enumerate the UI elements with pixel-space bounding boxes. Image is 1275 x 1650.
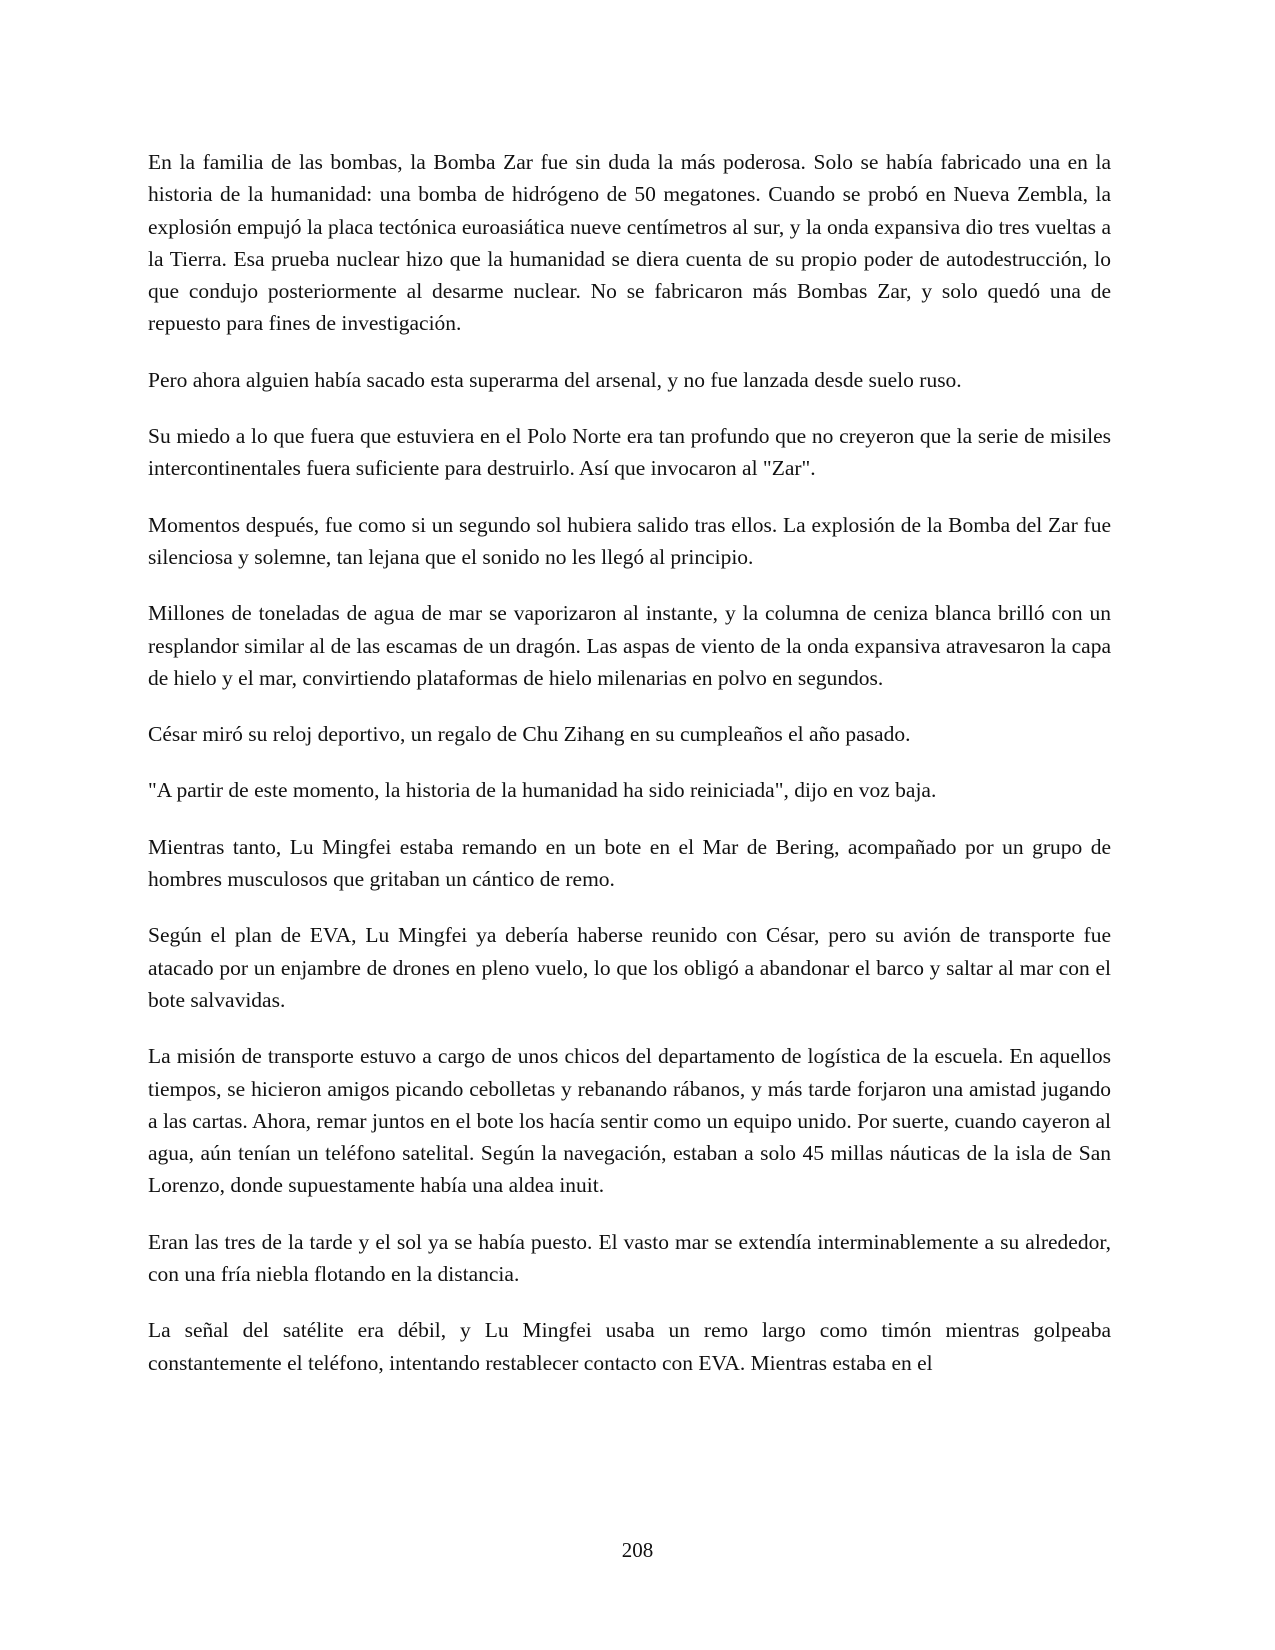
paragraph: Eran las tres de la tarde y el sol ya se había puesto. El vasto mar se extendía interminablemente a su alrededor, con una fría niebla flotando en la distancia.	[148, 1229, 1111, 1287]
page-number: 208	[621, 1538, 654, 1562]
paragraph: La misión de transporte estuvo a cargo de unos chicos del departamento de logística de la escuela. En aquellos tiempos, se hicieron amigos picando cebolletas y rebanando rábanos, y más tarde forjaron una amistad jugando a las cartas. Ahora, remar juntos en el bote los hacía sentir como un equipo unido. Por suerte, cuando cayeron al agua, aún tenían un teléfono satelital. Según la navegación, estaban a solo 45 millas náuticas de la isla de San Lorenzo, donde supuestamente había una aldea inuit.	[148, 1044, 1111, 1198]
body-text	[148, 146, 1111, 1403]
paragraph: Según el plan de EVA, Lu Mingfei ya debería haberse reunido con César, pero su avión de transporte fue atacado por un enjambre de drones en pleno vuelo, lo que los obligó a abandonar el barco y saltar al mar con el bote salvavidas.	[148, 923, 1111, 1012]
paragraph: César miró su reloj deportivo, un regalo de Chu Zihang en su cumpleaños el año pasado.	[148, 722, 911, 747]
paragraph: Millones de toneladas de agua de mar se vaporizaron al instante, y la columna de ceniza blanca brilló con un resplandor similar al de las escamas de un dragón. Las aspas de viento de la onda expansiva atravesaron la capa de hielo y el mar, convirtiendo plataformas de hielo milenarias en polvo en segundos.	[148, 601, 1111, 690]
paragraph: En la familia de las bombas, la Bomba Zar fue sin duda la más poderosa. Solo se había fabricado una en la historia de la humanidad: una bomba de hidrógeno de 50 megatones. Cuando se probó en Nueva Zembla, la explosión empujó la placa tectónica euroasiática nueve centímetros al sur, y la onda expansiva dio tres vueltas a la Tierra. Esa prueba nuclear hizo que la humanidad se diera cuenta de su propio poder de autodestrucción, lo que condujo posteriormente al desarme nuclear. No se fabricaron más Bombas Zar, y solo quedó una de repuesto para fines de investigación.	[148, 150, 1111, 336]
paragraph: Pero ahora alguien había sacado esta superarma del arsenal, y no fue lanzada desde suelo ruso.	[148, 367, 962, 392]
paragraph: Su miedo a lo que fuera que estuviera en el Polo Norte era tan profundo que no creyeron que la serie de misiles intercontinentales fuera suficiente para destruirlo. Así que invocaron al "Zar".	[148, 424, 1111, 481]
paragraph: Mientras tanto, Lu Mingfei estaba remando en un bote en el Mar de Bering, acompañado por un grupo de hombres musculosos que gritaban un cántico de remo.	[148, 834, 1111, 892]
paragraph: Momentos después, fue como si un segundo sol hubiera salido tras ellos. La explosión de la Bomba del Zar fue silenciosa y solemne, tan lejana que el sonido no les llegó al principio.	[148, 512, 1111, 569]
paragraph: La señal del satélite era débil, y Lu Mingfei usaba un remo largo como timón mientras golpeaba constantemente el teléfono, intentando restablecer contacto con EVA. Mientras estaba en el	[148, 1318, 1111, 1375]
paragraph: "A partir de este momento, la historia de la humanidad ha sido reiniciada", dijo en voz baja.	[148, 778, 937, 803]
